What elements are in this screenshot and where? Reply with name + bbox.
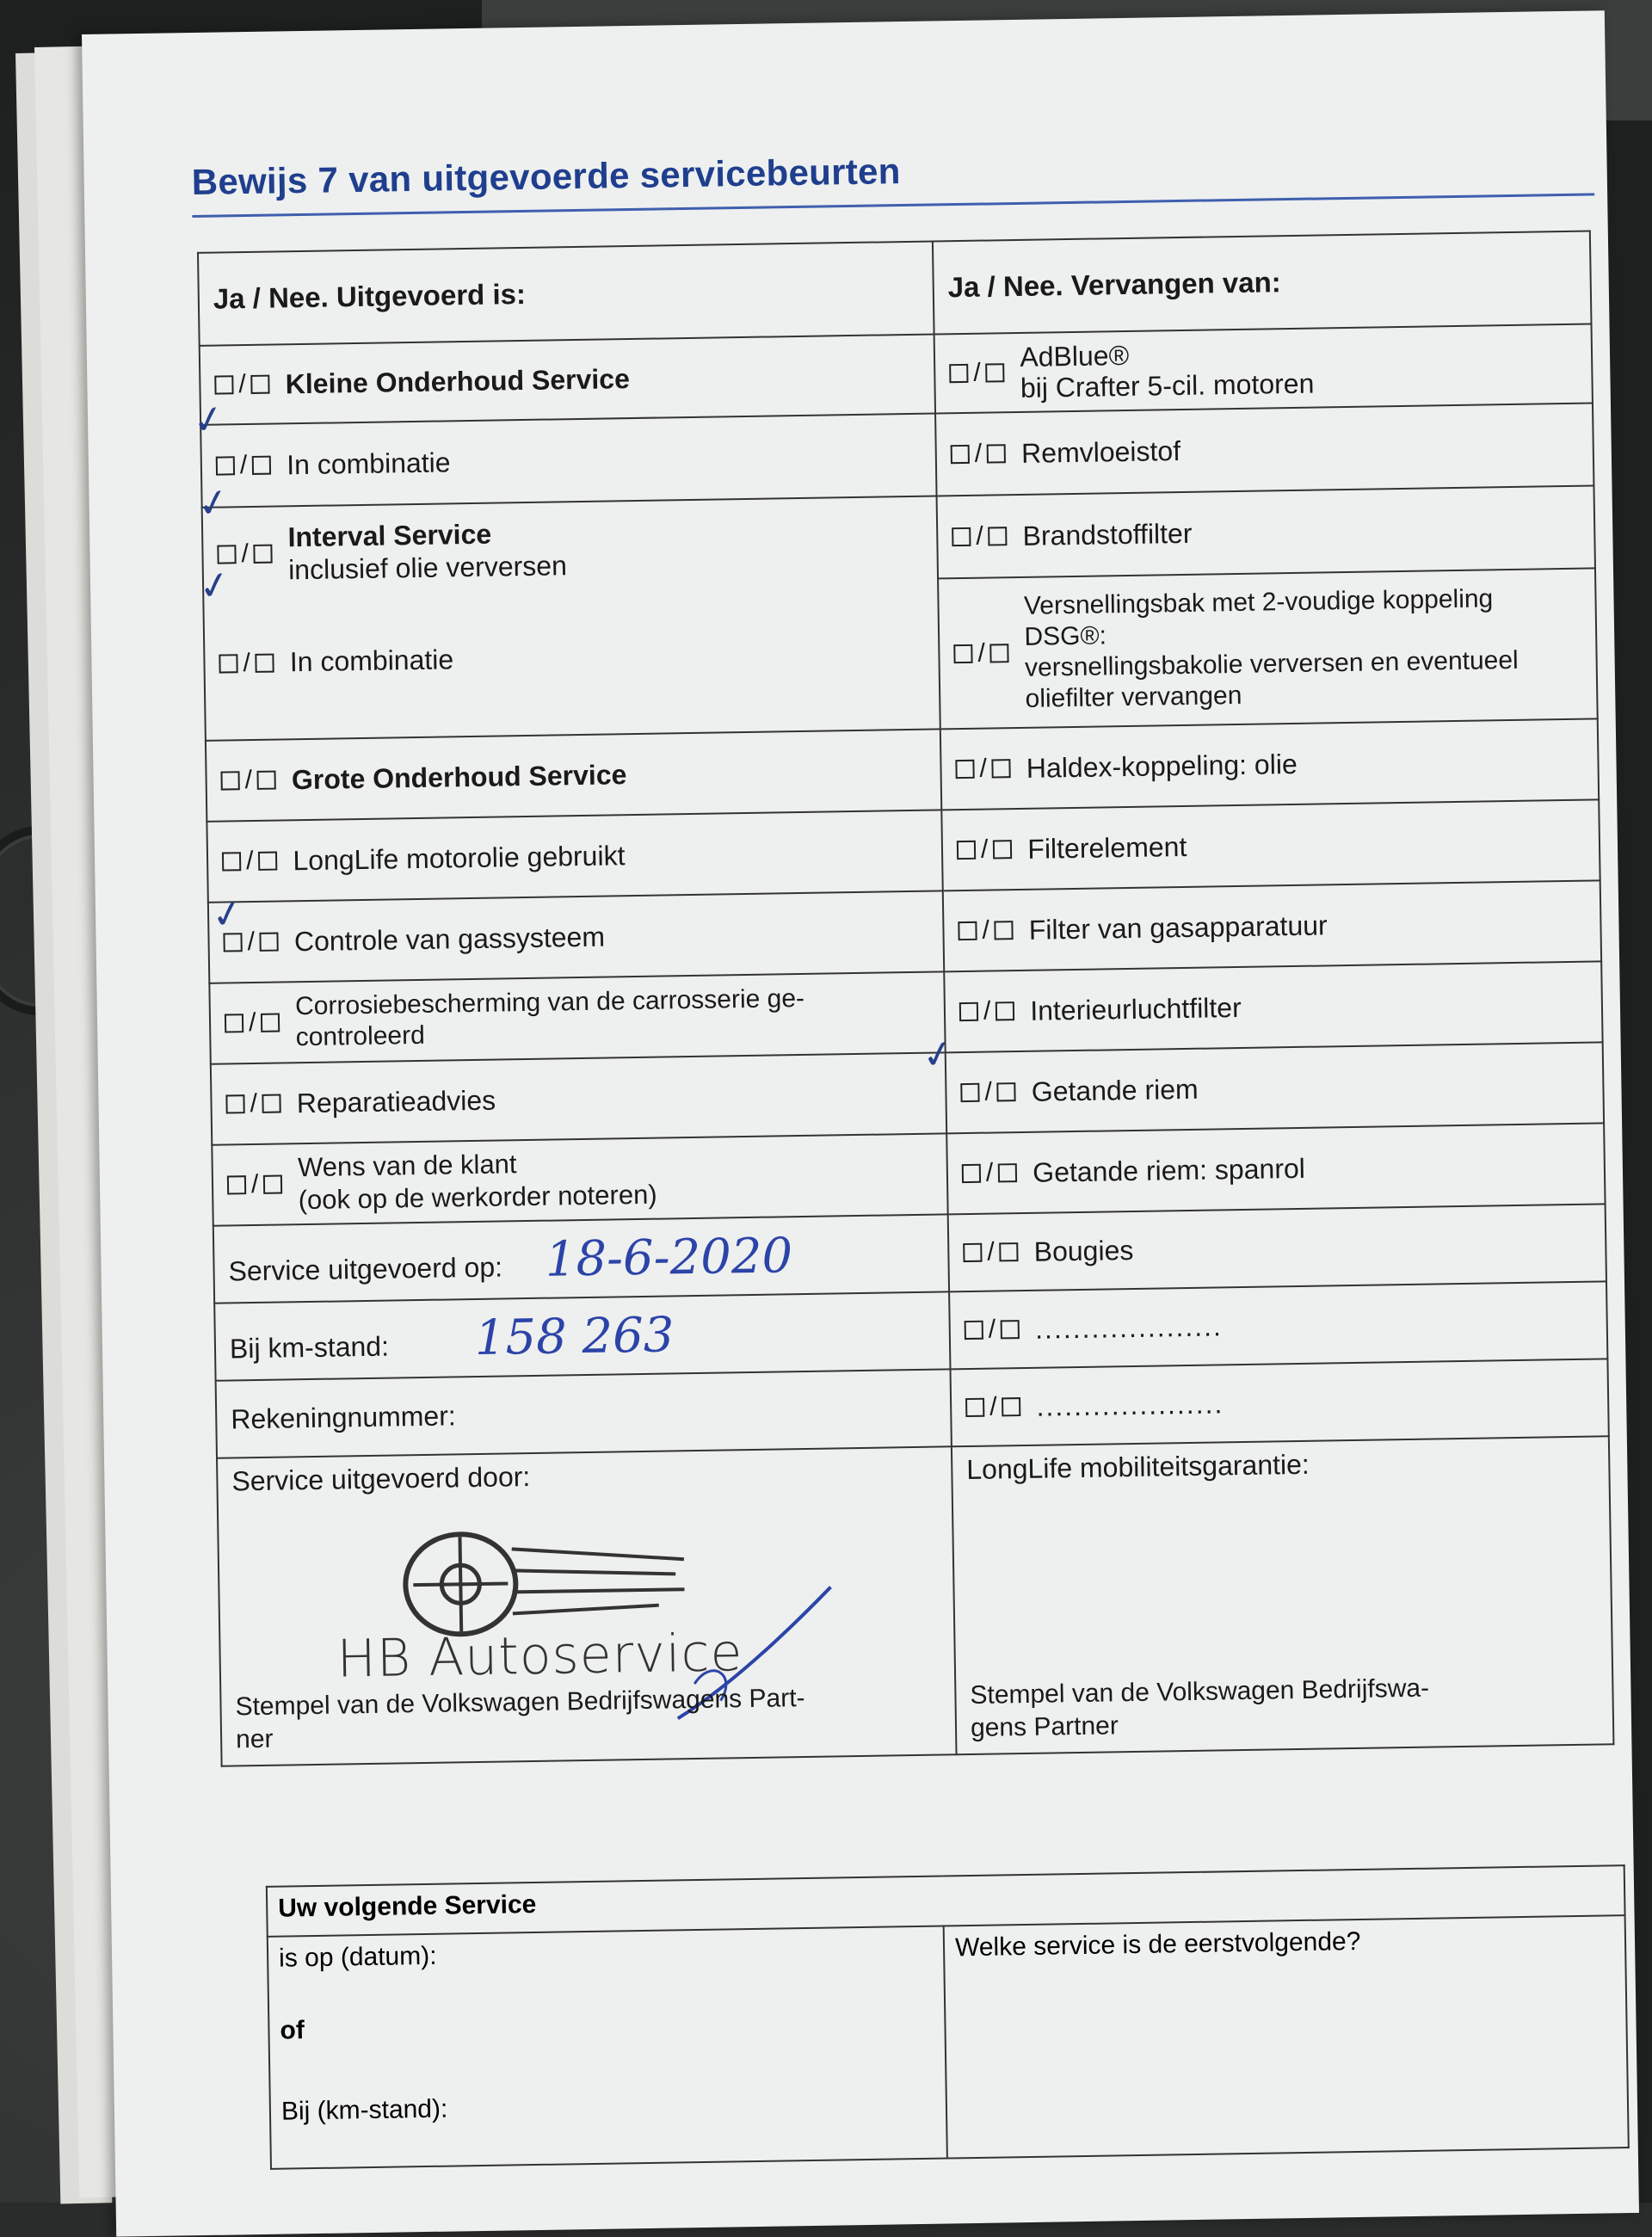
right-row: / Versnellingsbak met 2-voudige koppeling DSG®: versnellingsbakolie verversen en eventueel oliefilter vervangen — [938, 568, 1598, 729]
no-checkbox[interactable] — [252, 456, 271, 475]
next-which-cell — [944, 1915, 1629, 2158]
row-label: Bougies — [1033, 1234, 1134, 1267]
next-date-label: is op (datum): — [278, 1941, 437, 1973]
service-table — [194, 230, 1614, 1766]
checkmark: ✓ — [207, 890, 248, 940]
row-label: In combinatie — [289, 644, 454, 678]
next-km-label: Bij (km-stand): — [280, 2094, 448, 2126]
right-row: / Getande riem: spanrol — [946, 1123, 1605, 1214]
stamp-caption-left: Stempel van de Volkswagen Bedrijfswagens Part- ner — [235, 1684, 805, 1754]
longlife-label: LongLife mobiliteitsgarantie: — [966, 1448, 1310, 1486]
no-checkbox[interactable] — [993, 840, 1012, 859]
left-row: / LongLife motorolie gebruikt — [206, 810, 942, 902]
service-date-label: Service uitgevoerd op: — [228, 1250, 503, 1286]
row-sub: versnellingsbakolie verversen en eventueel — [1024, 645, 1519, 682]
no-checkbox[interactable] — [258, 852, 277, 871]
next-date-cell — [268, 1926, 947, 2169]
yes-checkbox[interactable] — [958, 921, 977, 940]
right-row: / Getande riem — [946, 1042, 1604, 1133]
account-row — [216, 1369, 952, 1457]
row-sub: controleerd — [295, 1020, 426, 1052]
performed-by-label: Service uitgevoerd door: — [231, 1461, 531, 1497]
right-row: / Haldex-koppeling: olie — [940, 718, 1599, 810]
row-label: Wens van de klant — [297, 1149, 517, 1183]
row-label: Brandstoffilter — [1022, 517, 1193, 552]
no-checkbox[interactable] — [997, 1082, 1016, 1101]
yes-checkbox[interactable] — [220, 771, 239, 790]
page-title: Bewijs 7 van uitgevoerde servicebeurten — [191, 151, 902, 203]
yes-checkbox[interactable] — [953, 644, 972, 662]
stamp-caption-right: Stempel van de Volkswagen Bedrijfswa- gens Partner — [970, 1673, 1430, 1743]
row-label: Interval Service — [287, 518, 492, 553]
no-checkbox[interactable] — [257, 771, 276, 790]
row-label: In combinatie — [286, 446, 451, 480]
row-sub: inclusief olie verversen — [287, 550, 568, 586]
row-label: Corrosiebescherming van de carrosserie ge- — [294, 983, 805, 1021]
yes-checkbox[interactable] — [219, 654, 237, 673]
left-row: / Kleine Onderhoud Service — [200, 334, 935, 424]
blank-line[interactable]: .................... — [1034, 1310, 1224, 1345]
blank-line[interactable]: .................... — [1036, 1387, 1224, 1422]
no-checkbox[interactable] — [1000, 1242, 1019, 1261]
no-checkbox[interactable] — [263, 1175, 282, 1194]
no-checkbox[interactable] — [992, 759, 1011, 778]
stamp-company-name: HB Autoservice — [336, 1623, 743, 1690]
no-checkbox[interactable] — [990, 644, 1009, 662]
service-booklet-page — [82, 10, 1639, 2236]
row-label: Grote Onderhoud Service — [291, 758, 627, 795]
row-label: Filter van gasapparatuur — [1028, 909, 1328, 946]
row-label: AdBlue® — [1020, 339, 1130, 373]
next-service-table — [266, 1864, 1630, 2170]
yes-checkbox[interactable] — [217, 545, 236, 564]
no-checkbox[interactable] — [251, 375, 270, 394]
next-service-title: Uw volgende Service — [267, 1865, 1625, 1937]
row-label: Kleine Onderhoud Service — [285, 362, 631, 399]
yes-checkbox[interactable] — [955, 760, 974, 779]
no-checkbox[interactable] — [262, 1094, 281, 1113]
row-label: Getande riem — [1031, 1073, 1199, 1107]
next-or: of — [280, 2016, 305, 2045]
longlife-cell — [952, 1436, 1614, 1754]
row-sub: bij Crafter 5-cil. motoren — [1020, 367, 1315, 404]
yes-checkbox[interactable] — [222, 852, 241, 871]
yes-checkbox[interactable] — [951, 445, 970, 464]
yes-checkbox[interactable] — [216, 456, 235, 475]
yes-checkbox[interactable] — [949, 364, 968, 383]
no-checkbox[interactable] — [985, 363, 1004, 382]
checkmark: ✓ — [194, 561, 235, 611]
left-row: / Grote Onderhoud Service — [206, 729, 941, 821]
right-row: / Bougies — [948, 1204, 1606, 1291]
yes-checkbox[interactable] — [959, 1002, 978, 1021]
left-row: / Wens van de klant (ook op de werkorder noteren) — [212, 1133, 947, 1225]
no-checkbox[interactable] — [254, 545, 273, 564]
row-label: Getande riem: spanrol — [1032, 1152, 1306, 1188]
no-checkbox[interactable] — [1002, 1397, 1020, 1416]
right-row: / Interieurluchtfilter — [944, 961, 1602, 1052]
no-checkbox[interactable] — [261, 1014, 280, 1032]
next-which-label: Welke service is de eerstvolgende? — [954, 1926, 1361, 1963]
yes-checkbox[interactable] — [962, 1164, 981, 1183]
yes-checkbox[interactable] — [965, 1321, 983, 1340]
left-row: / Corrosiebescherming van de carrosserie ge- controleerd — [209, 971, 945, 1063]
yes-checkbox[interactable] — [225, 1014, 243, 1032]
service-date-handwritten[interactable]: 18-6-2020 — [545, 1227, 793, 1288]
right-header: Ja / Nee. Vervangen van: — [933, 231, 1592, 334]
row-label: Reparatieadvies — [296, 1084, 496, 1118]
yes-checkbox[interactable] — [957, 841, 976, 860]
no-checkbox[interactable] — [987, 444, 1006, 463]
km-handwritten[interactable]: 158 263 — [474, 1306, 675, 1366]
right-row: / AdBlue® bij Crafter 5-cil. motoren — [934, 324, 1593, 413]
account-label: Rekeningnummer: — [231, 1399, 456, 1434]
no-checkbox[interactable] — [998, 1163, 1017, 1182]
right-row: / Remvloeistof — [935, 403, 1593, 496]
no-checkbox[interactable] — [995, 921, 1014, 940]
no-checkbox[interactable] — [260, 933, 279, 952]
right-row: / .................... — [949, 1281, 1607, 1369]
row-sub: DSG®: — [1024, 620, 1107, 651]
service-date-row — [213, 1214, 949, 1303]
no-checkbox[interactable] — [996, 1001, 1014, 1020]
yes-checkbox[interactable] — [227, 1175, 246, 1194]
row-label: Haldex-koppeling: olie — [1026, 748, 1298, 784]
row-label: Filterelement — [1027, 830, 1187, 865]
performed-by-cell — [217, 1446, 957, 1766]
checkmark: ✓ — [188, 395, 229, 445]
yes-checkbox[interactable] — [960, 1083, 979, 1102]
no-checkbox[interactable] — [256, 653, 274, 672]
checkmark: ✓ — [194, 478, 233, 528]
yes-checkbox[interactable] — [963, 1243, 982, 1262]
no-checkbox[interactable] — [1001, 1320, 1020, 1339]
row-label: LongLife motorolie gebruikt — [293, 839, 626, 876]
left-row: / Reparatieadvies — [211, 1052, 946, 1144]
checkmark: ✓ — [918, 1030, 959, 1080]
row-label: Interieurluchtfilter — [1030, 991, 1242, 1026]
km-label: Bij km-stand: — [229, 1330, 390, 1364]
left-header: Ja / Nee. Uitgevoerd is: — [198, 241, 934, 345]
yes-checkbox[interactable] — [952, 527, 971, 546]
row-label: Versnellingsbak met 2-voudige koppeling — [1023, 583, 1494, 620]
yes-checkbox[interactable] — [965, 1398, 984, 1417]
row-sub: oliefilter vervangen — [1025, 681, 1242, 713]
yes-checkbox[interactable] — [225, 1094, 244, 1113]
right-row: / .................... — [950, 1359, 1608, 1446]
yes-checkbox[interactable] — [214, 375, 233, 394]
left-row: / In combinatie — [200, 413, 936, 507]
no-checkbox[interactable] — [988, 527, 1007, 545]
right-row: / Filter van gasapparatuur — [943, 880, 1601, 971]
row-label: Controle van gassysteem — [293, 921, 606, 957]
left-row: / Controle van gassysteem — [208, 890, 944, 983]
km-row — [214, 1291, 950, 1380]
row-sub: (ook op de werkorder noteren) — [298, 1179, 657, 1216]
left-row: / Interval Service inclusief olie verversen / In combinatie — [202, 496, 940, 740]
row-label: Remvloeistof — [1020, 434, 1181, 469]
right-row: / Filterelement — [941, 799, 1600, 890]
right-row: / Brandstoffilter — [937, 485, 1595, 578]
